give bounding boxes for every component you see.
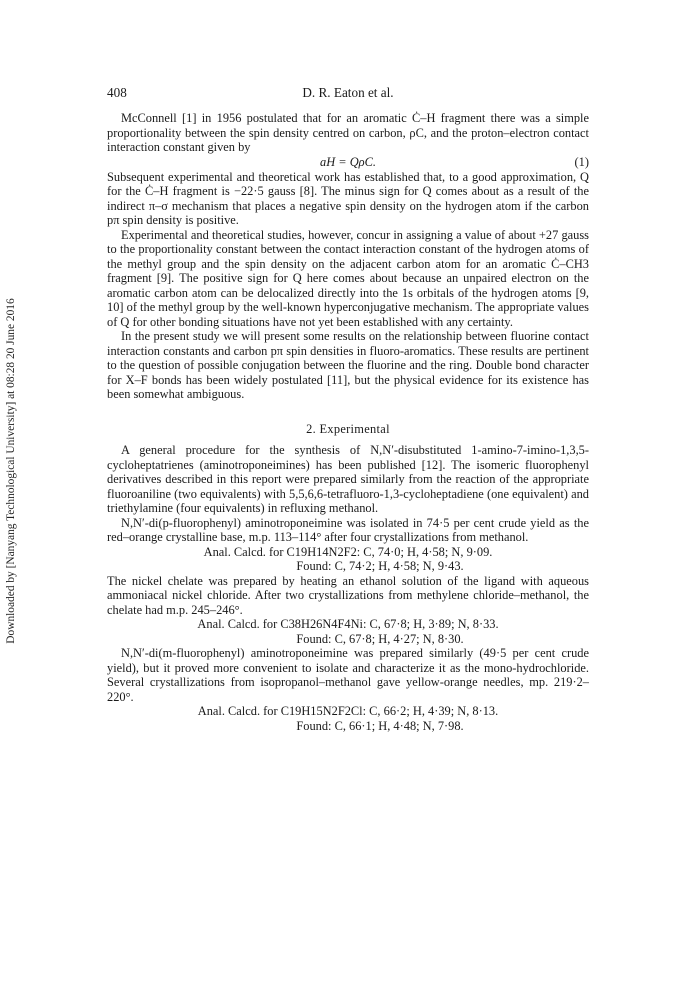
analysis-3-found: Found: C, 66·1; H, 4·48; N, 7·98.: [296, 718, 464, 733]
analysis-3-calcd: Anal. Calcd. for C19H15N2F2Cl: C, 66·2; H, 4·39; N, 8·13.: [197, 704, 499, 718]
paragraph-general-procedure: A general procedure for the synthesis of N,N′-disubstituted 1-amino-7-imino-1,3,5-cycloheptatrienes (aminotroponeimines) has been published [12]. The isomeric fluorophenyl derivatives described in this report were prepared similarly from the reaction of the appropriate fluoroaniline (two equivalents) with 5,5,6,6-tetrafluoro-1,3-cycloheptadiene (one equivalent) and triethylamine (four equivalents) in refluxing methanol.: [107, 443, 589, 515]
paragraph-subsequent-work: Subsequent experimental and theoretical work has established that, to a good approximation, Q for the Ċ–H fragment is −22·5 gauss [8]. The minus sign for Q comes about as a result of the indirect π–σ mechanism that places a negative spin density on the hydrogen atom if the carbon pπ spin density is positive.: [107, 169, 589, 227]
paragraph-methyl-constant: Experimental and theoretical studies, however, concur in assigning a value of about +27 gauss to the proportionality constant between the contact interaction constant of the hydrogen atoms of the methyl group and the spin density on the adjacent carbon atom for an aromatic Ċ–CH3 fragment [9]. The positive sign for Q here comes about because an unpaired electron on the aromatic carbon atom can be delocalized directly into the 1s orbitals of the hydrogen atoms [9, 10] of the methyl group by the well-known hyperconjugative mechanism. The appropriate values of Q for other bonding situations have not yet been established with any certainty.: [107, 227, 589, 329]
download-notice: [3, 292, 19, 650]
paragraph-mcconnell: McConnell [1] in 1956 postulated that for an aromatic Ċ–H fragment there was a simple proportionality between the spin density centred on carbon, ρC, and the proton–electron contact interaction constant given by: [107, 111, 589, 154]
analysis-2-found: Found: C, 67·8; H, 4·27; N, 8·30.: [296, 631, 464, 646]
analysis-1-found: Found: C, 74·2; H, 4·58; N, 9·43.: [296, 559, 464, 573]
equation-formula: aH = QρC.: [320, 154, 376, 169]
page-number: 408: [107, 85, 127, 100]
running-title: D. R. Eaton et al.: [302, 85, 394, 100]
paragraph-present-study: In the present study we will present some results on the relationship between fluorine contact interaction constants and carbon pπ spin densities in fluoro-aromatics. These results are pertinent to the question of possible conjugation between the fluorine and the ring. Double bond character for X–F bonds has been widely postulated [11], but the physical evidence for its existence has been somewhat ambiguous.: [107, 329, 589, 401]
running-header: [107, 86, 589, 102]
paragraph-nickel-chelate: The nickel chelate was prepared by heating an ethanol solution of the ligand with aqueous ammoniacal nickel chloride. After two crystallizations from methylene chloride–methanol, the chelate had m.p. 245–246°.: [107, 573, 589, 617]
analysis-2-calcd: Anal. Calcd. for C38H26N4F4Ni: C, 67·8; H, 3·89; N, 8·33.: [197, 617, 499, 631]
analysis-1-calcd: Anal. Calcd. for C19H14N2F2: C, 74·0; H, 4·58; N, 9·09.: [203, 544, 493, 559]
download-notice-text: Downloaded by [Nanyang Technological University] at 08:28 20 June 2016: [5, 298, 17, 644]
equation-number: (1): [574, 154, 589, 169]
paragraph-meta-fluoro: N,N′-di(m-fluorophenyl) aminotroponeimine was prepared similarly (49·5 per cent crude yield), but it proved more convenient to isolate and characterize it as the mono-hydrochloride. Several crystallizations from isopropanol–methanol gave yellow-orange needles, mp. 219·2–220°.: [107, 646, 589, 704]
page-content: [107, 86, 589, 733]
equation-1: [107, 155, 589, 170]
paragraph-para-fluoro: N,N′-di(p-fluorophenyl) aminotroponeimine was isolated in 74·5 per cent crude yield as the red–orange crystalline base, m.p. 113–114° after four crystallizations from methanol.: [107, 515, 589, 544]
section-heading-experimental: 2. Experimental: [306, 421, 390, 436]
